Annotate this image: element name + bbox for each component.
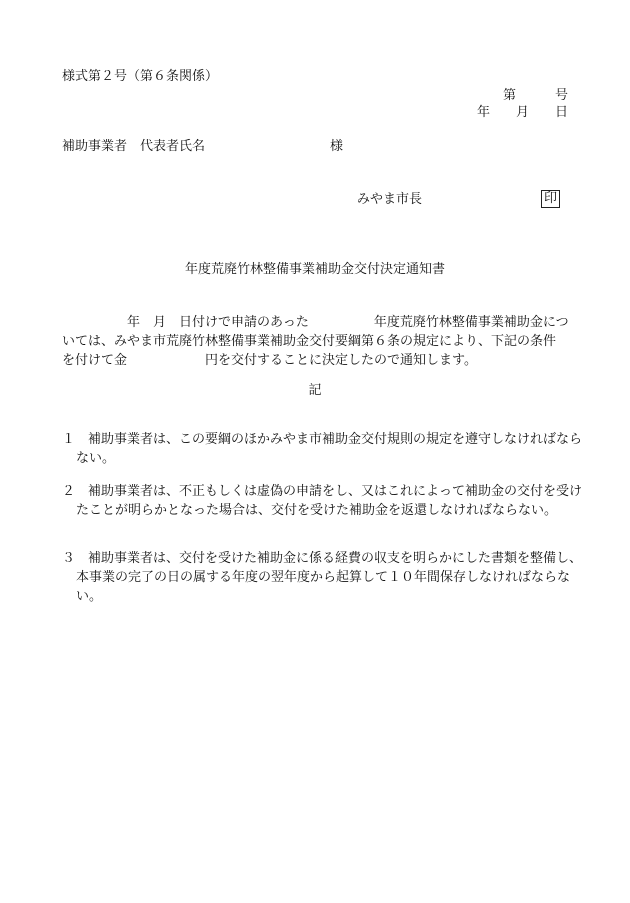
- condition-item-1: １ 補助事業者は、この要綱のほかみやま市補助金交付規則の規定を遵守しなければならない。: [62, 432, 583, 466]
- issuer-name: みやま市長: [357, 192, 423, 207]
- notice-body-line: いては、みやま市荒廃竹林整備事業補助金交付要綱第６条の規定により、下記の条件: [62, 334, 557, 349]
- notice-body-line: を付けて金 円を交付することに決定したので通知します。: [62, 353, 477, 368]
- notice-body-line: 年 月 日付けで申請のあった 年度荒廃竹林整備事業補助金につ: [62, 315, 569, 330]
- condition-item-2: ２ 補助事業者は、不正もしくは虚偽の申請をし、又はこれによって補助金の交付を受けたことが明らかとなった場合は、交付を受けた補助金を返還しなければならない。: [62, 484, 583, 518]
- condition-item-3: ３ 補助事業者は、交付を受けた補助金に係る経費の収支を明らかにした書類を整備し、本事業の完了の日の属する年度の翌年度から起算して１０年間保存しなければならない。: [62, 551, 583, 604]
- recipient-label: 補助事業者 代表者氏名: [62, 139, 206, 154]
- notice-body: [62, 313, 572, 370]
- recipient-honorific: 様: [330, 139, 344, 154]
- ki-heading: 記: [308, 383, 322, 398]
- seal-label: 印: [541, 190, 560, 208]
- document-title: 年度荒廃竹林整備事業補助金交付決定通知書: [184, 262, 445, 277]
- seal-mark: [541, 190, 560, 208]
- document-number-line: 第 号: [502, 88, 568, 103]
- form-label: 様式第２号（第６条関係）: [62, 69, 219, 84]
- date-line: 年 月 日: [476, 105, 568, 120]
